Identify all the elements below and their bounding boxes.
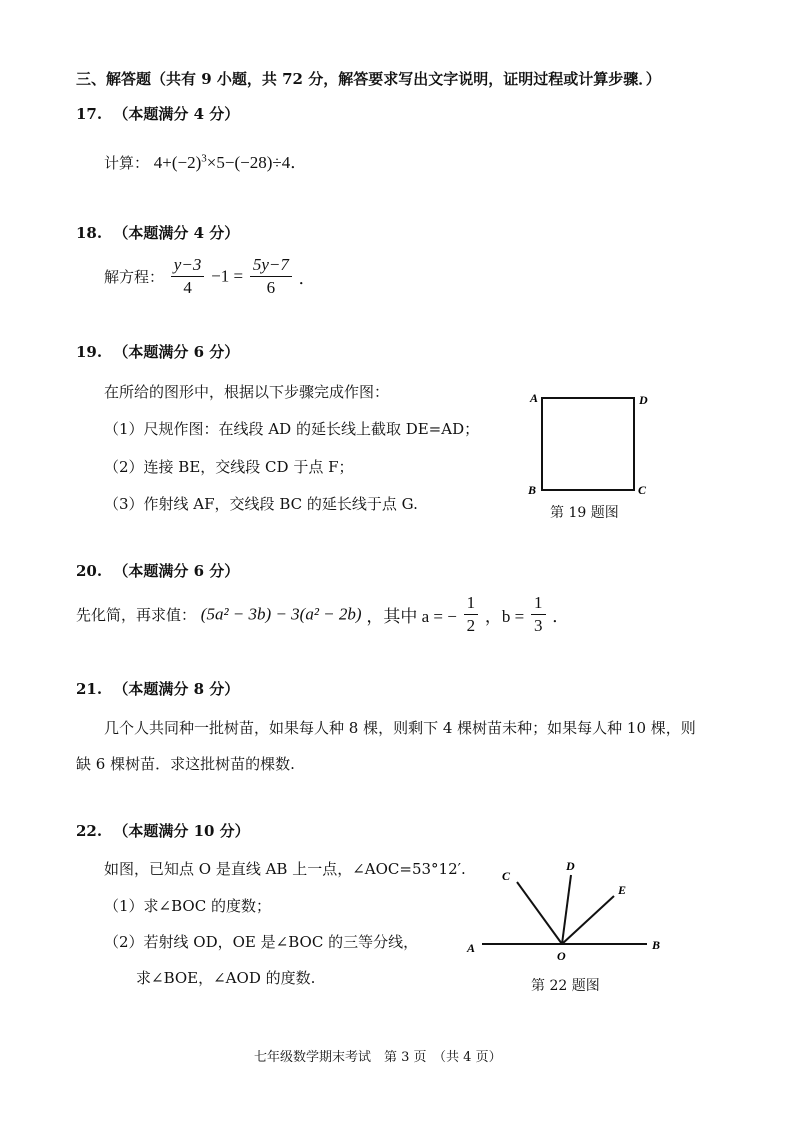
q22-label-o: O bbox=[557, 949, 566, 963]
q18-rhs-fraction bbox=[250, 255, 292, 298]
q18-lhs-denominator: 4 bbox=[183, 278, 192, 297]
q17-body bbox=[104, 148, 307, 173]
q22-step-2b: 求∠BOE，∠AOD 的度数. bbox=[136, 969, 316, 987]
q22-label-c: C bbox=[502, 869, 511, 883]
q20-cond-a: ，其中 a = − bbox=[366, 607, 457, 626]
section-title: 三、解答题（共有 9 小题，共 72 分，解答要求写出文字说明，证明过程或计算步骤．） bbox=[76, 70, 661, 88]
q19-score: （本题满分 6 分） bbox=[113, 343, 240, 361]
q17-expression bbox=[154, 153, 307, 172]
q22-ray-oe bbox=[562, 896, 614, 944]
q19-figure bbox=[520, 386, 660, 496]
q22-label-a: A bbox=[467, 941, 476, 955]
q21-line-2: 缺 6 棵树苗．求这批树苗的棵数. bbox=[76, 755, 295, 773]
q19-step-3: （3）作射线 AF，交线段 BC 的延长线于点 G. bbox=[104, 495, 418, 513]
q20-lead: 先化简，再求值： bbox=[76, 606, 197, 624]
q20-a-numerator: 1 bbox=[464, 593, 479, 615]
q22-ray-od bbox=[562, 875, 571, 944]
q20-a-denominator: 2 bbox=[466, 616, 476, 635]
q22-label-d: D bbox=[566, 859, 575, 873]
q21-line-1: 几个人共同种一批树苗，如果每人种 8 棵，则剩下 4 棵树苗未种；如果每人种 10 棵，则 bbox=[104, 719, 696, 737]
q20-b-numerator: 1 bbox=[531, 593, 546, 615]
q17-score: （本题满分 4 分） bbox=[113, 105, 240, 123]
q21-score: （本题满分 8 分） bbox=[113, 680, 240, 698]
q20-body bbox=[76, 593, 569, 636]
q18-middle: −1 = bbox=[211, 266, 244, 286]
q19-label-d: D bbox=[639, 393, 648, 407]
q18-lhs-fraction bbox=[171, 255, 205, 298]
q22-step-2: （2）若射线 OD，OE 是∠BOC 的三等分线， bbox=[104, 933, 419, 951]
q20-expression: (5a² − 3b) − 3(a² − 2b) bbox=[200, 604, 362, 624]
q18-rhs-denominator: 6 bbox=[266, 278, 276, 297]
q21-header bbox=[76, 678, 239, 699]
q19-square bbox=[542, 398, 634, 490]
q19-header bbox=[76, 341, 239, 362]
q17-expr-b: ×5−(−28)÷4． bbox=[206, 153, 308, 172]
q22-label-b: B bbox=[652, 938, 661, 952]
q22-ray-oc bbox=[517, 882, 562, 944]
q20-a-fraction bbox=[464, 593, 479, 636]
q18-end: ． bbox=[298, 269, 316, 288]
q17-header bbox=[76, 103, 239, 124]
q18-lhs-numerator: y−3 bbox=[171, 255, 205, 277]
q20-score: （本题满分 6 分） bbox=[113, 562, 240, 580]
q20-cond-b: ，b = bbox=[484, 607, 525, 626]
q20-b-fraction bbox=[531, 593, 546, 636]
q20-number: 20. bbox=[76, 562, 103, 580]
q19-label-a: A bbox=[530, 391, 539, 405]
q18-number: 18. bbox=[76, 224, 103, 242]
q17-expr-a: 4+(−2) bbox=[153, 153, 202, 172]
q19-step-2: （2）连接 BE，交线段 CD 于点 F； bbox=[104, 458, 354, 476]
q19-label-c: C bbox=[638, 483, 647, 496]
q22-step-1: （1）求∠BOC 的度数； bbox=[104, 897, 271, 915]
q20-b-denominator: 3 bbox=[534, 616, 543, 635]
q19-label-b: B bbox=[528, 483, 537, 496]
q22-intro: 如图，已知点 O 是直线 AB 上一点，∠AOC=53°12′. bbox=[104, 860, 466, 878]
q21-number: 21. bbox=[76, 680, 103, 698]
q22-caption: 第 22 题图 bbox=[531, 978, 600, 994]
q22-header bbox=[76, 820, 250, 841]
q17-number: 17. bbox=[76, 105, 103, 123]
q20-header bbox=[76, 560, 239, 581]
q22-score: （本题满分 10 分） bbox=[113, 822, 250, 840]
q19-number: 19. bbox=[76, 343, 103, 361]
q18-body bbox=[104, 255, 316, 298]
q18-score: （本题满分 4 分） bbox=[113, 224, 240, 242]
q19-intro: 在所给的图形中，根据以下步骤完成作图： bbox=[104, 383, 390, 401]
q19-step-1: （1）尺规作图：在线段 AD 的延长线上截取 DE=AD； bbox=[104, 420, 480, 438]
q18-lead: 解方程： bbox=[104, 268, 165, 286]
q18-rhs-numerator: 5y−7 bbox=[250, 255, 292, 277]
q17-exponent: 3 bbox=[201, 152, 207, 165]
q18-header bbox=[76, 222, 239, 243]
q22-label-e: E bbox=[618, 883, 627, 897]
q17-lead: 计算： bbox=[104, 154, 150, 172]
q19-caption: 第 19 题图 bbox=[550, 505, 619, 521]
q22-number: 22. bbox=[76, 822, 103, 840]
q22-figure bbox=[462, 852, 672, 967]
page-footer: 七年级数学期末考试 第 3 页 （共 4 页） bbox=[254, 1050, 502, 1065]
q20-end: ． bbox=[552, 607, 570, 626]
